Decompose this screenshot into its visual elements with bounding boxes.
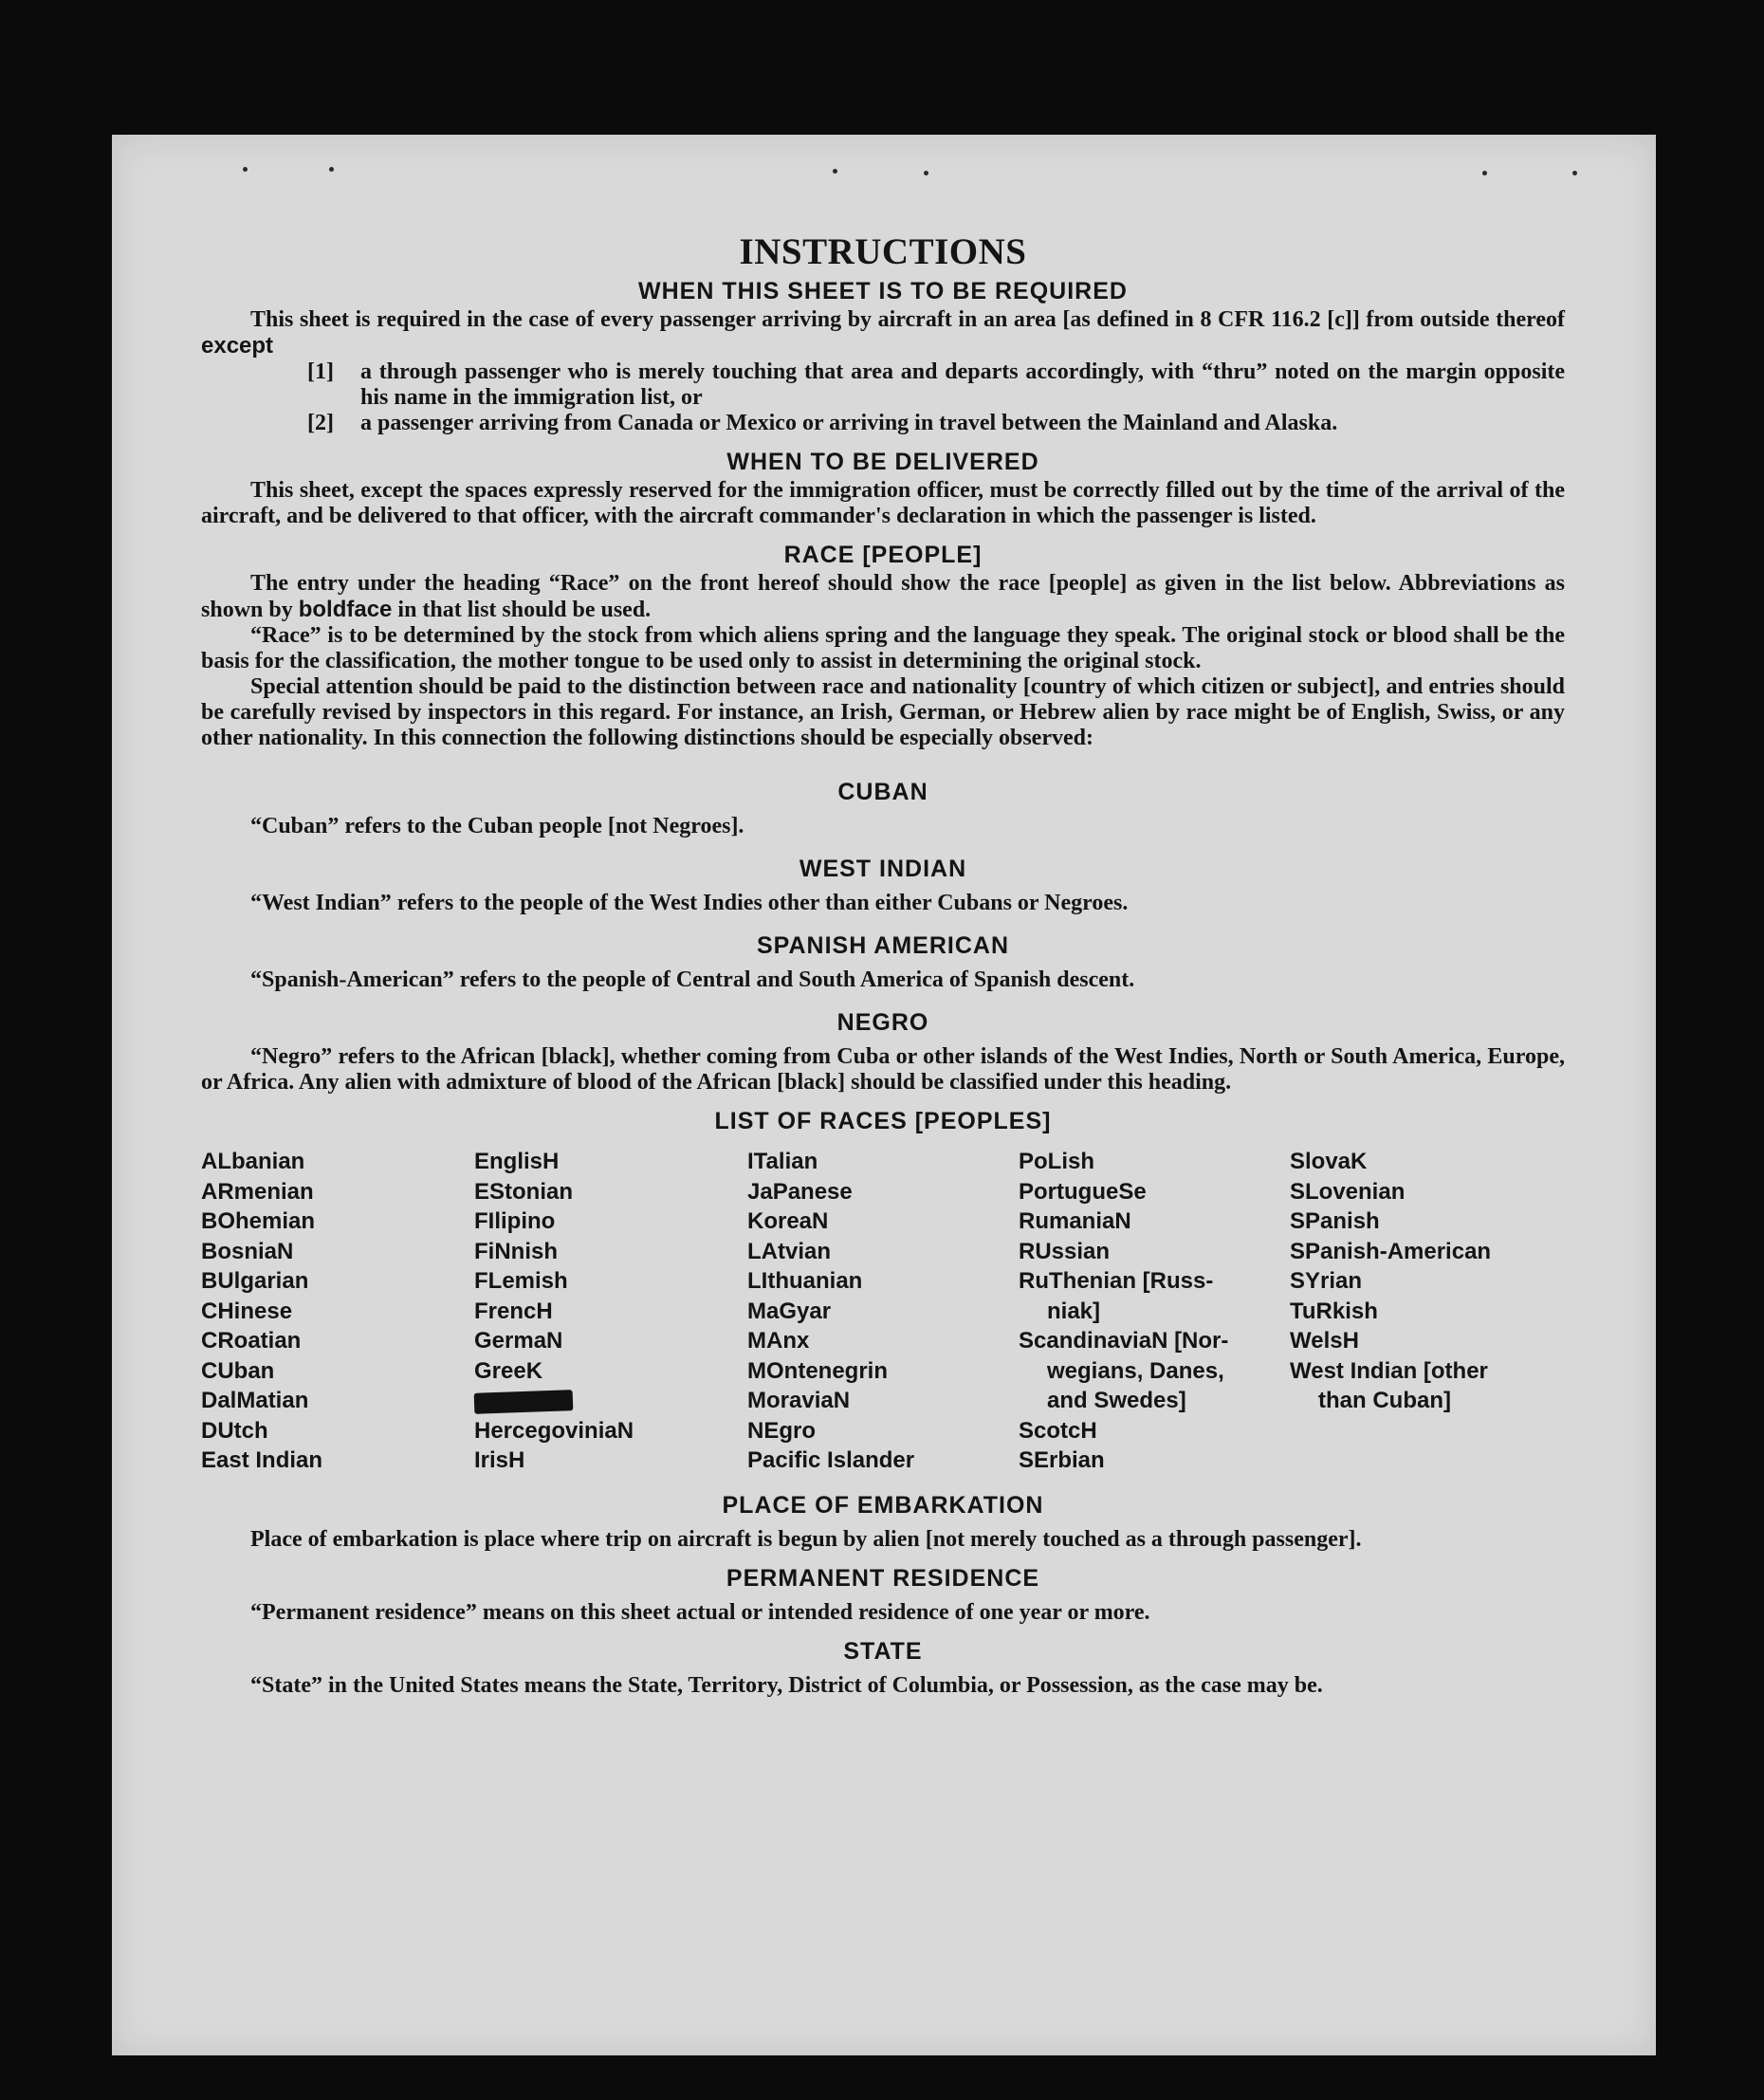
list-item: SYrian: [1290, 1268, 1363, 1294]
list-item: ARmenian: [201, 1178, 314, 1205]
punch-mark: [833, 169, 837, 174]
section-heading-negro: NEGRO: [836, 1009, 929, 1036]
race-paragraph-3: Special attention should be paid to the distinction between race and nationality [country of which citizen or subject], and entries should be carefully revised by inspectors in this regard. For instance, an Irish, German, or Hebrew alien by race might be of English, Swiss, or any other nationality. In this connection the following distinctions should be especially observed:: [201, 674, 1565, 750]
list-item: GermaN: [474, 1328, 563, 1354]
list-item: GreeK: [474, 1357, 543, 1384]
list-item: IrisH: [474, 1447, 525, 1473]
delivered-text: This sheet, except the spaces expressly reserved for the immigration officer, must be correctly filled out by the time of the arrival of the aircraft, and be delivered to that officer, with the aircraft commander's declaration in which the passenger is listed.: [201, 478, 1565, 528]
list-item: PortugueSe: [1019, 1178, 1147, 1205]
list-item: LAtvian: [747, 1238, 832, 1264]
punch-mark: [329, 167, 334, 172]
list-item: FLemish: [474, 1268, 568, 1294]
races-column-3: [747, 1147, 1019, 1476]
section-heading-delivered: WHEN TO BE DELIVERED: [726, 449, 1039, 475]
list-item: BUlgarian: [201, 1268, 309, 1294]
embarkation-text: Place of embarkation is place where trip on aircraft is begun by alien [not merely touched as a through passenger].: [250, 1526, 1362, 1552]
races-column-5: [1290, 1147, 1565, 1476]
west-indian-text: “West Indian” refers to the people of the West Indies other than either Cubans or Negroes.: [250, 891, 1129, 915]
section-heading-spanish-american: SPANISH AMERICAN: [756, 932, 1009, 959]
list-item: BOhemian: [201, 1208, 316, 1234]
list-item: FiNnish: [474, 1238, 558, 1264]
list-item: JaPanese: [747, 1178, 853, 1205]
list-item: PoLish: [1019, 1149, 1095, 1174]
required-intro: This sheet is required in the case of every passenger arriving by aircraft in an area [as defined in 8 CFR 116.2 [c]] from outside thereof except: [201, 307, 1565, 359]
list-item: ScotcH: [1019, 1417, 1097, 1444]
list-item: MaGyar: [747, 1298, 832, 1324]
section-heading-state: STATE: [843, 1637, 923, 1665]
races-column-4: [1019, 1147, 1290, 1476]
list-item: CHinese: [201, 1298, 293, 1324]
redacted-entry: [474, 1386, 747, 1416]
list-item: ITalian: [747, 1149, 818, 1174]
list-item: RumaniaN: [1019, 1208, 1131, 1234]
list-item: ScandinaviaN [Nor-: [1019, 1328, 1229, 1354]
section-heading-races-list: LIST OF RACES [PEOPLES]: [714, 1108, 1052, 1134]
section-heading-embarkation: PLACE OF EMBARKATION: [722, 1491, 1044, 1519]
list-item: CRoatian: [201, 1328, 302, 1354]
list-item: KoreaN: [747, 1208, 829, 1234]
list-item: BosniaN: [201, 1238, 294, 1264]
list-item: RuThenian [Russ-: [1019, 1268, 1214, 1294]
list-item: niak]: [1047, 1298, 1101, 1324]
list-item: and Swedes]: [1047, 1388, 1186, 1413]
list-item: East Indian: [201, 1447, 323, 1473]
page-title: INSTRUCTIONS: [739, 231, 1027, 272]
cuban-text: “Cuban” refers to the Cuban people [not Negroes].: [250, 814, 744, 838]
exceptions-list: [201, 359, 1565, 436]
residence-text: “Permanent residence” means on this sheet actual or intended residence of one year or more.: [250, 1599, 1150, 1625]
list-item: SErbian: [1019, 1447, 1105, 1473]
section-heading-west-indian: WEST INDIAN: [799, 856, 967, 882]
list-item: [2] a passenger arriving from Canada or Mexico or arriving in travel between the Mainland and Alaska.: [307, 411, 1338, 435]
list-item: SlovaK: [1290, 1149, 1368, 1174]
races-table: [201, 1147, 1565, 1476]
list-item: wegians, Danes,: [1047, 1357, 1224, 1384]
list-item: SPanish-American: [1290, 1238, 1492, 1264]
list-item: NEgro: [747, 1417, 816, 1444]
punch-mark: [1482, 171, 1487, 175]
list-item: SLovenian: [1290, 1178, 1406, 1205]
list-item: SPanish: [1290, 1208, 1380, 1234]
section-heading-required: WHEN THIS SHEET IS TO BE REQUIRED: [638, 278, 1128, 304]
list-item: FIlipino: [474, 1208, 556, 1234]
list-item: MOntenegrin: [747, 1357, 888, 1384]
list-item: CUban: [201, 1357, 275, 1384]
races-column-1: [201, 1147, 474, 1476]
document-sheet: [112, 135, 1656, 2055]
list-item: DalMatian: [201, 1388, 309, 1413]
list-item: Pacific Islander: [747, 1447, 915, 1473]
list-item: [1] a through passenger who is merely touching that area and departs accordingly, with “thru” noted on the margin opposite his name in the immigration list, or: [307, 359, 1565, 410]
list-item: MAnx: [747, 1328, 810, 1354]
list-item: LIthuanian: [747, 1268, 863, 1294]
negro-text: “Negro” refers to the African [black], whether coming from Cuba or other islands of the West Indies, North or South America, Europe, or Africa. Any alien with admixture of blood of the African [black] should be classified under this heading.: [201, 1044, 1565, 1095]
spanish-american-text: “Spanish-American” refers to the people of Central and South America of Spanish descent.: [250, 967, 1135, 992]
list-item: RUssian: [1019, 1238, 1111, 1264]
races-column-2: [474, 1147, 747, 1476]
race-paragraph-1: The entry under the heading “Race” on the front hereof should show the race [people] as given in the list below. Abbreviations as shown by boldface in that list should be used.: [201, 571, 1565, 622]
section-heading-residence: PERMANENT RESIDENCE: [726, 1564, 1040, 1592]
instructions-content: [201, 230, 1565, 1699]
section-heading-race: RACE [PEOPLE]: [783, 542, 983, 568]
section-heading-cuban: CUBAN: [837, 779, 928, 805]
state-text: “State” in the United States means the State, Territory, District of Columbia, or Possession, as the case may be.: [250, 1672, 1323, 1698]
list-item: EStonian: [474, 1178, 574, 1205]
list-item: FrencH: [474, 1298, 553, 1324]
race-paragraph-2: “Race” is to be determined by the stock from which aliens spring and the language they speak. The original stock or blood shall be the basis for the classification, the mother tongue to be used only to assist in determining the original stock.: [201, 623, 1565, 673]
list-item: WelsH: [1290, 1328, 1359, 1354]
redaction-mark: [474, 1390, 574, 1414]
punch-mark: [243, 167, 248, 172]
list-item: ALbanian: [201, 1149, 305, 1174]
punch-mark: [924, 171, 928, 175]
list-item: HercegoviniaN: [474, 1417, 634, 1444]
list-item: DUtch: [201, 1417, 268, 1444]
list-item: EnglisH: [474, 1149, 560, 1174]
list-item: MoraviaN: [747, 1388, 851, 1413]
list-item: TuRkish: [1290, 1298, 1378, 1324]
list-item: than Cuban]: [1318, 1388, 1451, 1413]
list-item: West Indian [other: [1290, 1357, 1488, 1384]
